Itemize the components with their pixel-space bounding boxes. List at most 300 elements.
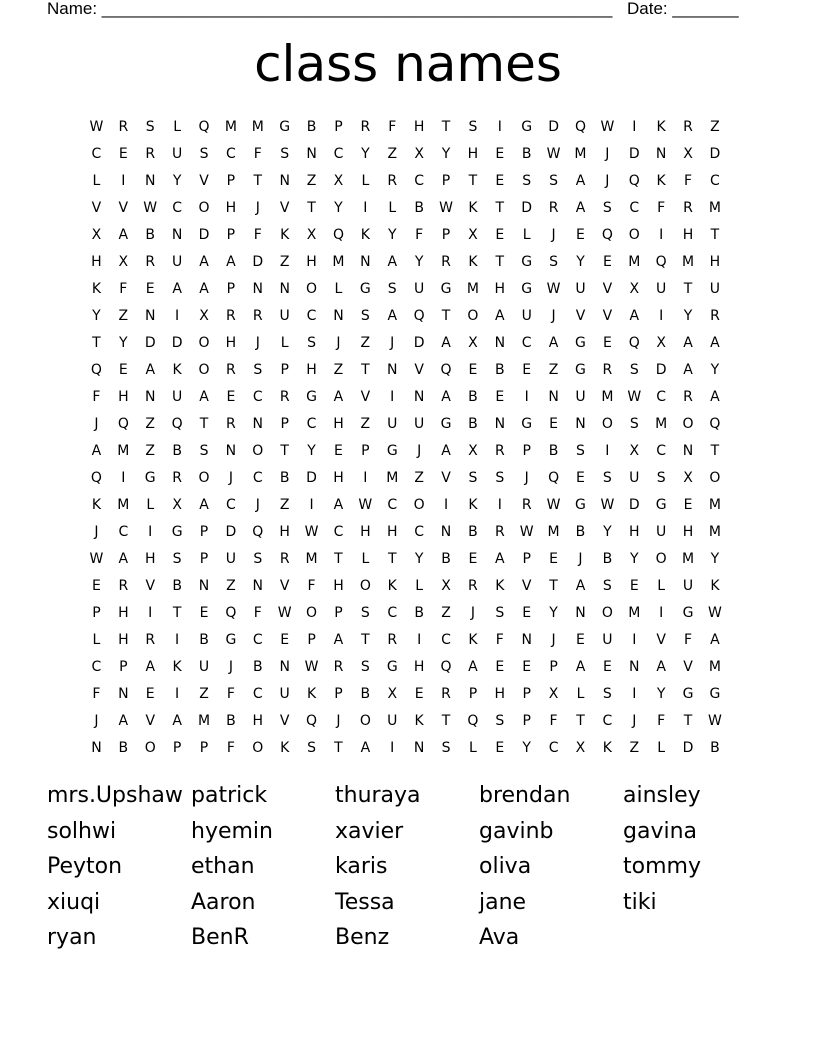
grid-letter: K: [656, 172, 666, 189]
grid-letter: A: [199, 388, 209, 405]
grid-letter: I: [632, 685, 637, 702]
grid-letter: N: [682, 442, 694, 459]
grid-letter: B: [199, 631, 209, 648]
word-list-item: gavina: [623, 818, 698, 844]
grid-letter: I: [175, 685, 180, 702]
grid-letter: X: [91, 226, 102, 243]
grid-letter: W: [89, 118, 104, 135]
grid-letter: S: [495, 604, 505, 621]
grid-letter: U: [656, 280, 667, 297]
grid-letter: T: [387, 550, 397, 567]
grid-letter: D: [306, 469, 317, 486]
grid-letter: X: [199, 307, 209, 324]
grid-letter: G: [306, 388, 317, 405]
grid-letter: Q: [655, 253, 667, 270]
grid-letter: X: [629, 442, 640, 459]
grid-letter: M: [197, 712, 211, 729]
grid-letter: H: [628, 523, 640, 540]
grid-letter: W: [600, 496, 615, 513]
grid-letter: H: [413, 658, 425, 675]
grid-letter: M: [708, 658, 721, 675]
grid-letter: M: [547, 523, 560, 540]
grid-letter: N: [252, 280, 264, 297]
grid-letter: Z: [145, 442, 156, 459]
grid-letter: F: [253, 604, 262, 621]
grid-letter: B: [252, 658, 263, 675]
grid-letter: U: [521, 307, 532, 324]
grid-letter: F: [226, 739, 235, 756]
word-list-item: gavinb: [479, 818, 554, 844]
grid-letter: B: [279, 469, 290, 486]
grid-letter: M: [386, 469, 399, 486]
grid-letter: G: [655, 496, 667, 513]
grid-letter: L: [469, 739, 477, 756]
grid-letter: N: [440, 523, 452, 540]
grid-letter: B: [602, 550, 613, 567]
grid-letter: J: [551, 226, 556, 243]
grid-letter: M: [708, 199, 721, 216]
grid-letter: S: [495, 712, 505, 729]
grid-letter: A: [441, 334, 451, 351]
grid-letter: N: [575, 415, 586, 432]
grid-letter: U: [414, 415, 425, 432]
grid-letter: C: [521, 334, 532, 351]
grid-letter: R: [387, 172, 398, 189]
grid-letter: W: [546, 496, 561, 513]
date-field-line: Date: _______: [627, 0, 739, 18]
grid-letter: E: [414, 685, 424, 702]
grid-letter: X: [333, 172, 344, 189]
grid-letter: R: [145, 631, 156, 648]
grid-letter: M: [655, 415, 668, 432]
grid-letter: A: [710, 388, 720, 405]
grid-letter: Y: [414, 253, 424, 270]
grid-letter: Z: [279, 253, 290, 270]
grid-letter: Y: [522, 739, 531, 756]
grid-letter: E: [468, 361, 478, 378]
grid-letter: S: [307, 334, 317, 351]
grid-letter: U: [171, 145, 183, 162]
grid-letter: D: [628, 145, 640, 162]
grid-letter: Q: [413, 307, 425, 324]
grid-letter: V: [279, 577, 290, 594]
grid-letter: V: [683, 658, 693, 675]
grid-letter: R: [226, 307, 236, 324]
grid-letter: P: [522, 685, 531, 702]
grid-letter: D: [682, 739, 694, 756]
grid-letter: O: [198, 199, 210, 216]
grid-letter: Z: [226, 577, 236, 594]
grid-letter: I: [121, 469, 126, 486]
word-list-item: karis: [335, 854, 388, 879]
word-list-item: hyemin: [191, 818, 273, 844]
grid-letter: M: [224, 118, 237, 135]
grid-letter: H: [467, 145, 479, 162]
grid-letter: P: [199, 739, 209, 756]
grid-letter: E: [576, 469, 585, 486]
grid-letter: H: [91, 253, 102, 270]
grid-letter: T: [710, 442, 720, 459]
grid-letter: R: [683, 388, 693, 405]
grid-letter: K: [468, 631, 478, 648]
grid-letter: A: [548, 334, 559, 351]
grid-letter: D: [171, 334, 183, 351]
grid-letter: Q: [332, 226, 344, 243]
grid-letter: C: [387, 496, 398, 513]
grid-letter: E: [602, 334, 612, 351]
grid-letter: H: [279, 523, 290, 540]
grid-letter: D: [548, 118, 559, 135]
grid-letter: T: [549, 577, 558, 594]
grid-letter: R: [226, 415, 236, 432]
grid-letter: C: [226, 496, 236, 513]
grid-letter: W: [627, 388, 642, 405]
grid-letter: S: [602, 577, 612, 594]
grid-letter: K: [91, 280, 102, 297]
grid-letter: Q: [467, 712, 479, 729]
grid-letter: A: [575, 199, 586, 216]
grid-letter: A: [468, 658, 478, 675]
grid-letter: K: [91, 496, 102, 513]
grid-letter: H: [413, 118, 425, 135]
grid-letter: P: [522, 550, 531, 567]
grid-letter: O: [655, 550, 667, 567]
grid-letter: G: [575, 334, 586, 351]
grid-letter: E: [602, 253, 612, 270]
grid-letter: I: [605, 442, 610, 459]
grid-letter: J: [228, 658, 233, 675]
grid-letter: E: [522, 361, 532, 378]
grid-letter: N: [252, 577, 264, 594]
grid-letter: R: [441, 685, 451, 702]
grid-letter: N: [387, 361, 398, 378]
grid-letter: I: [175, 307, 180, 324]
grid-letter: H: [709, 253, 721, 270]
grid-letter: N: [91, 739, 102, 756]
word-list: [47, 778, 767, 956]
grid-letter: Z: [710, 118, 720, 135]
grid-letter: D: [144, 334, 156, 351]
grid-letter: B: [306, 118, 317, 135]
grid-letter: J: [605, 145, 610, 162]
grid-letter: N: [306, 145, 317, 162]
grid-letter: X: [387, 685, 398, 702]
grid-letter: S: [360, 604, 370, 621]
grid-letter: Y: [92, 307, 101, 324]
grid-letter: V: [279, 199, 290, 216]
grid-letter: F: [92, 685, 101, 702]
grid-letter: I: [632, 631, 637, 648]
grid-letter: Z: [629, 739, 640, 756]
grid-letter: Z: [414, 469, 424, 486]
page-title: class names: [254, 35, 562, 93]
grid-letter: Z: [387, 145, 398, 162]
grid-letter: B: [172, 442, 182, 459]
grid-letter: Z: [360, 415, 371, 432]
grid-letter: D: [628, 496, 640, 513]
grid-letter: C: [414, 172, 425, 189]
word-list-item: xiuqi: [47, 889, 101, 915]
grid-letter: J: [94, 523, 99, 540]
grid-letter: N: [575, 604, 586, 621]
grid-letter: P: [334, 685, 343, 702]
grid-letter: E: [118, 361, 128, 378]
grid-letter: G: [440, 415, 452, 432]
grid-letter: K: [387, 577, 397, 594]
grid-letter: W: [304, 523, 319, 540]
grid-letter: I: [417, 631, 422, 648]
grid-letter: B: [145, 226, 156, 243]
grid-letter: I: [632, 118, 637, 135]
grid-letter: M: [681, 253, 695, 270]
grid-letter: P: [92, 604, 101, 621]
grid-letter: F: [684, 631, 693, 648]
grid-letter: Y: [710, 361, 720, 378]
grid-letter: F: [657, 712, 666, 729]
grid-letter: R: [279, 550, 290, 567]
grid-letter: N: [413, 388, 425, 405]
grid-letter: A: [199, 280, 209, 297]
grid-letter: R: [683, 199, 693, 216]
grid-letter: H: [306, 361, 317, 378]
grid-letter: G: [709, 685, 721, 702]
grid-letter: C: [252, 685, 263, 702]
grid-letter: R: [145, 253, 156, 270]
grid-letter: J: [94, 712, 99, 729]
grid-letter: Y: [710, 550, 720, 567]
grid-letter: Y: [119, 334, 128, 351]
grid-letter: B: [575, 523, 586, 540]
grid-letter: N: [144, 307, 156, 324]
grid-letter: V: [360, 388, 371, 405]
grid-letter: U: [575, 388, 586, 405]
grid-letter: M: [117, 442, 130, 459]
grid-letter: F: [253, 145, 262, 162]
grid-letter: Y: [683, 307, 693, 324]
grid-letter: Z: [118, 307, 129, 324]
grid-letter: A: [360, 739, 371, 756]
grid-letter: Z: [441, 604, 451, 621]
word-list-item: xavier: [335, 818, 404, 844]
word-list-item: jane: [479, 889, 527, 915]
grid-letter: J: [417, 442, 422, 459]
grid-letter: T: [683, 280, 693, 297]
grid-letter: N: [144, 172, 156, 189]
grid-letter: N: [521, 631, 532, 648]
grid-letter: H: [682, 226, 694, 243]
grid-letter: X: [468, 226, 478, 243]
grid-letter: X: [629, 280, 640, 297]
grid-letter: L: [146, 496, 155, 513]
grid-letter: H: [144, 550, 156, 567]
grid-letter: X: [656, 334, 666, 351]
grid-letter: L: [576, 685, 585, 702]
grid-letter: I: [390, 739, 395, 756]
grid-letter: T: [334, 739, 343, 756]
grid-letter: Z: [333, 361, 344, 378]
grid-letter: A: [333, 388, 344, 405]
grid-letter: C: [656, 442, 667, 459]
grid-letter: M: [681, 550, 695, 567]
grid-letter: W: [600, 118, 615, 135]
grid-letter: V: [441, 469, 451, 486]
grid-letter: N: [333, 307, 344, 324]
grid-letter: T: [441, 118, 451, 135]
grid-letter: R: [468, 577, 478, 594]
grid-letter: K: [710, 577, 720, 594]
grid-letter: V: [602, 280, 613, 297]
grid-letter: Q: [440, 361, 452, 378]
grid-letter: Y: [361, 145, 370, 162]
grid-letter: S: [602, 469, 612, 486]
grid-letter: X: [683, 145, 693, 162]
grid-letter: S: [253, 550, 263, 567]
grid-letter: R: [252, 307, 263, 324]
grid-letter: J: [94, 415, 99, 432]
grid-letter: C: [602, 712, 613, 729]
grid-letter: A: [145, 361, 156, 378]
grid-letter: M: [117, 496, 130, 513]
grid-letter: D: [521, 199, 533, 216]
grid-letter: R: [118, 118, 129, 135]
grid-letter: Q: [171, 415, 183, 432]
grid-letter: P: [334, 604, 343, 621]
grid-letter: P: [361, 442, 370, 459]
grid-letter: C: [629, 199, 640, 216]
grid-letter: I: [363, 469, 368, 486]
grid-letter: G: [440, 280, 452, 297]
grid-letter: O: [252, 442, 264, 459]
grid-letter: N: [494, 334, 506, 351]
grid-letter: A: [226, 253, 236, 270]
grid-letter: B: [226, 712, 236, 729]
word-list-item: ethan: [191, 854, 255, 879]
grid-letter: P: [549, 658, 558, 675]
grid-letter: A: [118, 226, 129, 243]
grid-letter: T: [280, 442, 289, 459]
grid-letter: S: [629, 361, 639, 378]
grid-letter: A: [118, 712, 129, 729]
grid-letter: A: [683, 361, 693, 378]
grid-letter: J: [390, 334, 395, 351]
grid-letter: P: [441, 226, 451, 243]
grid-letter: L: [334, 280, 343, 297]
grid-letter: Z: [199, 685, 209, 702]
grid-letter: J: [336, 334, 341, 351]
grid-letter: C: [306, 415, 317, 432]
grid-letter: Y: [629, 550, 639, 567]
grid-letter: S: [629, 415, 639, 432]
grid-letter: Q: [440, 658, 452, 675]
grid-letter: C: [333, 523, 344, 540]
grid-letter: E: [495, 145, 505, 162]
grid-letter: K: [280, 226, 290, 243]
grid-letter: N: [252, 415, 264, 432]
grid-letter: V: [145, 577, 156, 594]
grid-letter: Q: [90, 469, 102, 486]
grid-letter: O: [413, 496, 425, 513]
grid-letter: R: [333, 658, 344, 675]
grid-letter: K: [414, 712, 424, 729]
grid-letter: Y: [414, 550, 424, 567]
grid-letter: Z: [548, 361, 559, 378]
grid-letter: I: [175, 631, 180, 648]
grid-letter: E: [199, 604, 209, 621]
grid-letter: N: [360, 253, 371, 270]
grid-letter: U: [709, 280, 721, 297]
grid-letter: I: [443, 496, 449, 513]
grid-letter: M: [628, 253, 641, 270]
grid-letter: Q: [90, 361, 102, 378]
grid-letter: C: [91, 145, 102, 162]
grid-letter: H: [118, 388, 129, 405]
grid-letter: G: [682, 604, 694, 621]
grid-letter: X: [414, 145, 424, 162]
grid-letter: P: [226, 172, 236, 189]
grid-letter: M: [305, 550, 318, 567]
grid-letter: D: [413, 334, 425, 351]
grid-letter: J: [605, 172, 610, 189]
grid-letter: Q: [601, 226, 613, 243]
grid-letter: W: [439, 199, 453, 216]
grid-letter: P: [280, 415, 289, 432]
grid-letter: U: [387, 712, 398, 729]
grid-letter: I: [121, 172, 126, 189]
grid-letter: B: [548, 442, 559, 459]
grid-letter: K: [306, 685, 317, 702]
grid-letter: Q: [548, 469, 560, 486]
word-list-item: brendan: [479, 783, 571, 808]
grid-letter: S: [549, 253, 559, 270]
grid-letter: U: [171, 388, 183, 405]
grid-letter: H: [252, 712, 264, 729]
grid-letter: A: [495, 307, 505, 324]
grid-letter: G: [386, 658, 398, 675]
grid-letter: R: [145, 145, 156, 162]
grid-letter: T: [253, 172, 263, 189]
grid-letter: S: [280, 145, 290, 162]
grid-letter: D: [709, 145, 721, 162]
grid-letter: S: [360, 307, 370, 324]
grid-letter: A: [575, 172, 586, 189]
grid-letter: G: [279, 118, 291, 135]
grid-letter: F: [388, 118, 397, 135]
grid-letter: R: [602, 361, 613, 378]
grid-letter: J: [551, 631, 556, 648]
grid-letter: J: [336, 712, 341, 729]
grid-letter: E: [549, 415, 559, 432]
grid-letter: X: [118, 253, 129, 270]
grid-letter: B: [710, 739, 720, 756]
grid-letter: Q: [628, 334, 640, 351]
grid-letter: I: [363, 199, 368, 216]
grid-letter: W: [708, 712, 722, 729]
grid-letter: O: [198, 469, 210, 486]
grid-letter: N: [279, 280, 290, 297]
grid-letter: X: [172, 496, 182, 513]
grid-letter: I: [497, 118, 502, 135]
grid-letter: S: [602, 685, 612, 702]
grid-letter: R: [441, 253, 451, 270]
grid-letter: B: [172, 577, 182, 594]
grid-letter: X: [441, 577, 451, 594]
word-list-item: Aaron: [191, 889, 256, 915]
word-list-item: Ava: [479, 925, 520, 950]
grid-letter: C: [91, 658, 102, 675]
grid-letter: E: [602, 658, 612, 675]
grid-letter: D: [198, 226, 210, 243]
grid-letter: N: [279, 658, 290, 675]
